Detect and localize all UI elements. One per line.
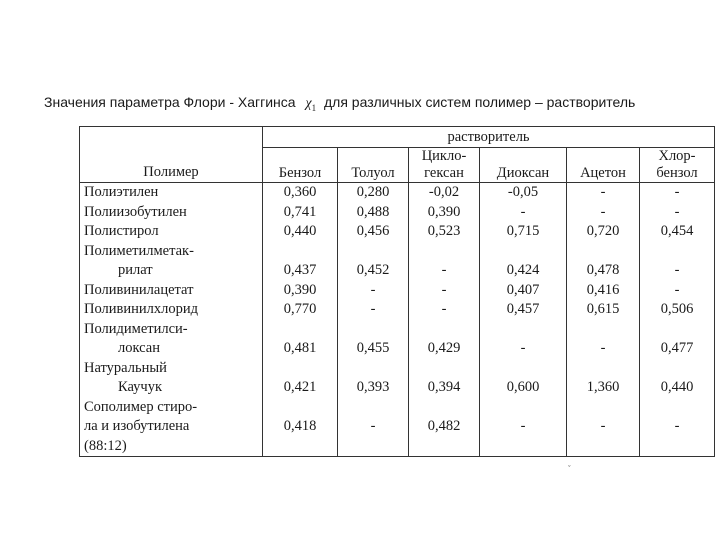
polymer-name: Полиметилметак- bbox=[80, 242, 263, 262]
table-cell bbox=[263, 320, 338, 340]
table-cell: -0,02 bbox=[409, 183, 480, 203]
table-cell: - bbox=[640, 281, 715, 301]
table-cell: 0,280 bbox=[338, 183, 409, 203]
table-cell bbox=[480, 320, 567, 340]
table-cell: - bbox=[338, 417, 409, 437]
table-cell bbox=[640, 437, 715, 457]
polymer-name: Сополимер стиро- bbox=[80, 398, 263, 418]
chi-symbol: $\chi_1$ bbox=[305, 96, 317, 113]
table-cell: 0,481 bbox=[263, 339, 338, 359]
table-cell bbox=[640, 242, 715, 262]
table-cell: 0,416 bbox=[567, 281, 640, 301]
table-row bbox=[80, 320, 715, 340]
table-cell: 0,440 bbox=[263, 222, 338, 242]
solvent-header-line: Толуол bbox=[351, 165, 395, 181]
table-cell: 0,488 bbox=[338, 203, 409, 223]
table-row bbox=[80, 183, 715, 203]
table-cell bbox=[567, 437, 640, 457]
table-row bbox=[80, 242, 715, 262]
table-cell: - bbox=[640, 417, 715, 437]
table-caption bbox=[44, 94, 704, 113]
table-cell: 0,523 bbox=[409, 222, 480, 242]
table-cell: 0,424 bbox=[480, 261, 567, 281]
solvent-header bbox=[338, 148, 409, 183]
solvent-header-line: Бензол bbox=[278, 165, 322, 181]
table-cell: 0,741 bbox=[263, 203, 338, 223]
table-cell bbox=[640, 398, 715, 418]
table-cell: - bbox=[567, 339, 640, 359]
table-cell bbox=[263, 398, 338, 418]
table-cell: - bbox=[640, 203, 715, 223]
table-cell bbox=[409, 437, 480, 457]
polymer-name: локсан bbox=[80, 339, 263, 359]
table-cell: 0,506 bbox=[640, 300, 715, 320]
table-cell bbox=[409, 359, 480, 379]
table-cell: 0,770 bbox=[263, 300, 338, 320]
polymer-name: Полистирол bbox=[80, 222, 263, 242]
table-cell: 0,455 bbox=[338, 339, 409, 359]
table-cell: - bbox=[480, 203, 567, 223]
table-cell: 0,715 bbox=[480, 222, 567, 242]
solvent-header bbox=[263, 148, 338, 183]
solvent-header bbox=[640, 148, 715, 183]
table-cell: - bbox=[567, 203, 640, 223]
table-cell: - bbox=[409, 281, 480, 301]
table-cell: 0,454 bbox=[640, 222, 715, 242]
table-cell: 0,478 bbox=[567, 261, 640, 281]
table-row bbox=[80, 378, 715, 398]
table-cell: 1,360 bbox=[567, 378, 640, 398]
table-cell bbox=[338, 242, 409, 262]
table-cell: 0,390 bbox=[409, 203, 480, 223]
table-cell bbox=[338, 437, 409, 457]
solvent-header-line: Ацетон bbox=[580, 165, 626, 181]
table-cell bbox=[263, 359, 338, 379]
table-cell bbox=[480, 398, 567, 418]
table-cell: 0,452 bbox=[338, 261, 409, 281]
table-cell: 0,429 bbox=[409, 339, 480, 359]
table-cell: 0,360 bbox=[263, 183, 338, 203]
polymer-name: ла и изобутилена bbox=[80, 417, 263, 437]
polymer-name: Каучук bbox=[80, 378, 263, 398]
table-row bbox=[80, 417, 715, 437]
table-cell bbox=[480, 242, 567, 262]
table-cell bbox=[480, 437, 567, 457]
table-cell: - bbox=[480, 339, 567, 359]
table-cell bbox=[263, 242, 338, 262]
table-row bbox=[80, 437, 715, 457]
polymer-name: рилат bbox=[80, 261, 263, 281]
table-cell bbox=[338, 320, 409, 340]
table-cell: 0,394 bbox=[409, 378, 480, 398]
table-cell bbox=[409, 242, 480, 262]
table-cell: - bbox=[640, 261, 715, 281]
table-cell: - bbox=[480, 417, 567, 437]
table-cell: 0,407 bbox=[480, 281, 567, 301]
page-mark: ˇ bbox=[568, 464, 571, 473]
table-cell: 0,457 bbox=[480, 300, 567, 320]
solvent-header bbox=[409, 148, 480, 183]
solvent-header bbox=[567, 148, 640, 183]
polymer-name: Полиизобутилен bbox=[80, 203, 263, 223]
table-cell: 0,600 bbox=[480, 378, 567, 398]
solvent-header-line: Диоксан bbox=[496, 165, 550, 181]
table-cell: -0,05 bbox=[480, 183, 567, 203]
table-cell bbox=[263, 437, 338, 457]
table-cell: - bbox=[338, 300, 409, 320]
polymer-column-header: Полимер bbox=[80, 127, 263, 183]
solvent-group-header: растворитель bbox=[263, 127, 715, 148]
table-cell: 0,393 bbox=[338, 378, 409, 398]
table-cell bbox=[567, 320, 640, 340]
polymer-name: (88:12) bbox=[80, 437, 263, 457]
table-row bbox=[80, 261, 715, 281]
flory-huggins-table bbox=[79, 126, 715, 457]
table-cell bbox=[338, 398, 409, 418]
table-cell: 0,477 bbox=[640, 339, 715, 359]
table-cell: 0,456 bbox=[338, 222, 409, 242]
table-cell bbox=[640, 320, 715, 340]
caption-text-after: для различных систем полимер – растворитель bbox=[324, 94, 636, 110]
table-cell: 0,720 bbox=[567, 222, 640, 242]
table-cell bbox=[567, 398, 640, 418]
table-cell: - bbox=[640, 183, 715, 203]
solvent-header-line: Хлор- bbox=[658, 148, 696, 164]
table-cell: 0,482 bbox=[409, 417, 480, 437]
table-cell: - bbox=[567, 183, 640, 203]
table-cell bbox=[409, 398, 480, 418]
table-row bbox=[80, 359, 715, 379]
table-cell: - bbox=[409, 261, 480, 281]
table-cell bbox=[338, 359, 409, 379]
caption-text-before: Значения параметра Флори - Хаггинса bbox=[44, 94, 296, 110]
table-cell: 0,390 bbox=[263, 281, 338, 301]
table-cell: - bbox=[338, 281, 409, 301]
polymer-name: Поливинилацетат bbox=[80, 281, 263, 301]
solvent-header-line: бензол bbox=[656, 165, 698, 181]
solvent-header-line: Цикло- bbox=[421, 148, 467, 164]
table-cell: 0,615 bbox=[567, 300, 640, 320]
table-cell: 0,437 bbox=[263, 261, 338, 281]
table-row bbox=[80, 339, 715, 359]
polymer-name: Полидиметилси- bbox=[80, 320, 263, 340]
table-row bbox=[80, 300, 715, 320]
table-cell bbox=[640, 359, 715, 379]
table-cell bbox=[567, 242, 640, 262]
table-cell: 0,421 bbox=[263, 378, 338, 398]
table-cell: - bbox=[567, 417, 640, 437]
solvent-header-line: гексан bbox=[424, 165, 464, 181]
table-cell bbox=[480, 359, 567, 379]
table-cell bbox=[409, 320, 480, 340]
table-row bbox=[80, 398, 715, 418]
polymer-name: Полиэтилен bbox=[80, 183, 263, 203]
table-row bbox=[80, 281, 715, 301]
table-cell: 0,440 bbox=[640, 378, 715, 398]
table-cell: - bbox=[409, 300, 480, 320]
table-row bbox=[80, 203, 715, 223]
polymer-name: Натуральный bbox=[80, 359, 263, 379]
solvent-header bbox=[480, 148, 567, 183]
polymer-name: Поливинилхлорид bbox=[80, 300, 263, 320]
table-cell: 0,418 bbox=[263, 417, 338, 437]
table-cell bbox=[567, 359, 640, 379]
table-row bbox=[80, 222, 715, 242]
